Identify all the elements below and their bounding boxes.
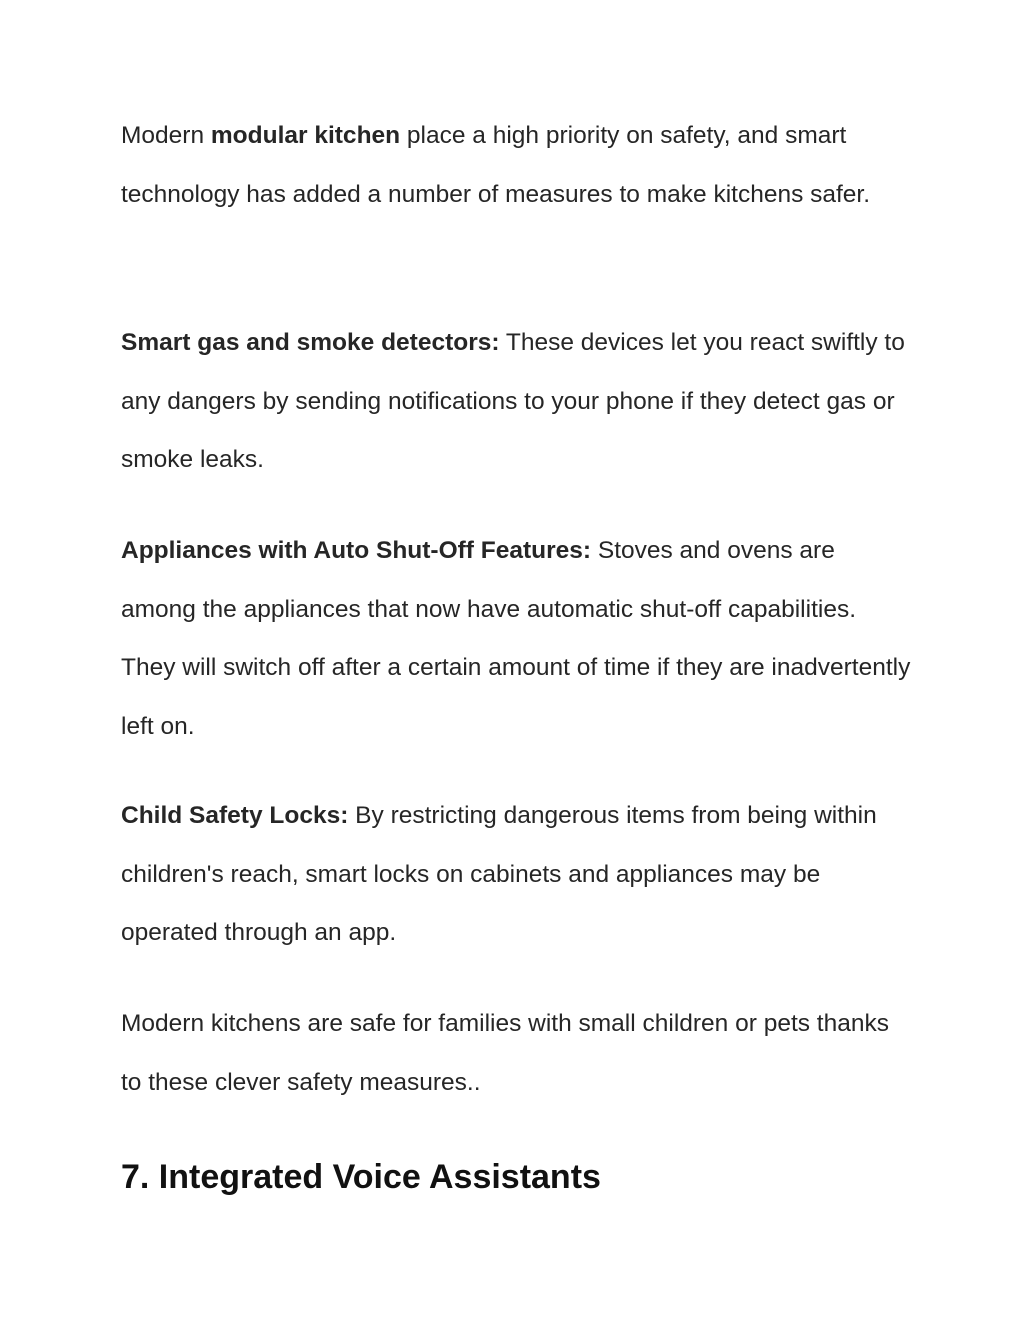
feature-text: These devices let you react swiftly to any dangers by sending notifications to your phone if they detect gas or smoke leaks. xyxy=(121,329,905,474)
intro-paragraph xyxy=(121,107,911,224)
intro-prefix: Modern xyxy=(121,122,211,149)
intro-suffix: place a high priority on safety, and smart technology has added a number of measures to make kitchens safer. xyxy=(121,122,871,208)
feature-paragraph-gas-detectors xyxy=(121,314,911,490)
feature-title: Child Safety Locks: xyxy=(121,802,349,829)
intro-bold-term: modular kitchen xyxy=(210,122,401,149)
feature-title: Smart gas and smoke detectors: xyxy=(121,329,500,356)
feature-text: Stoves and ovens are among the appliances that now have automatic shut-off capabilities. They will switch off after a certain amount of time if they are inadvertently left on. xyxy=(121,537,911,741)
conclusion-paragraph: Modern kitchens are safe for families with small children or pets thanks to these clever safety measures.. xyxy=(121,1010,889,1096)
feature-paragraph-auto-shutoff xyxy=(121,522,911,757)
section-heading: 7. Integrated Voice Assistants xyxy=(121,1158,601,1196)
feature-paragraph-child-locks xyxy=(121,787,911,963)
feature-title: Appliances with Auto Shut-Off Features: xyxy=(121,537,592,564)
feature-text: By restricting dangerous items from being within children's reach, smart locks on cabinets and appliances may be operated through an app. xyxy=(121,802,877,947)
